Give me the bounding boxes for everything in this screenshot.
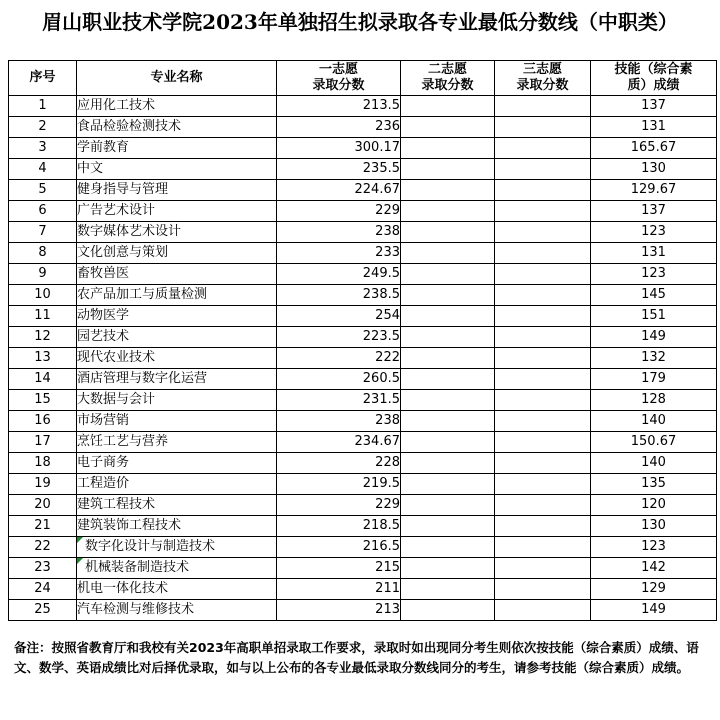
cell-index[interactable]: 16: [9, 411, 77, 432]
cell-first-choice[interactable]: 229: [277, 201, 401, 222]
cell-first-choice[interactable]: 229: [277, 495, 401, 516]
cell-first-choice[interactable]: 222: [277, 348, 401, 369]
col-header-third-choice-line2: 录取分数: [516, 78, 569, 93]
cell-skill-score[interactable]: 123: [591, 222, 717, 243]
cell-second-choice[interactable]: [401, 390, 495, 411]
table-row: [9, 537, 717, 558]
cell-major[interactable]: 农产品加工与质量检测: [77, 285, 277, 306]
cell-second-choice[interactable]: [401, 495, 495, 516]
cell-skill-score[interactable]: 129.67: [591, 180, 717, 201]
cell-index[interactable]: 3: [9, 138, 77, 159]
table-row: [9, 474, 717, 495]
cell-index[interactable]: 18: [9, 453, 77, 474]
cell-second-choice[interactable]: [401, 411, 495, 432]
cell-second-choice[interactable]: [401, 117, 495, 138]
cell-skill-score[interactable]: 135: [591, 474, 717, 495]
cell-skill-score[interactable]: 128: [591, 390, 717, 411]
cell-third-choice[interactable]: [495, 453, 591, 474]
cell-first-choice[interactable]: 218.5: [277, 516, 401, 537]
cell-second-choice[interactable]: [401, 327, 495, 348]
cell-index[interactable]: 12: [9, 327, 77, 348]
cell-major[interactable]: 中文: [77, 159, 277, 180]
col-header-skill-score-line2: 质）成绩: [627, 78, 680, 93]
cell-major[interactable]: 广告艺术设计: [77, 201, 277, 222]
cell-second-choice[interactable]: [401, 600, 495, 621]
cell-major[interactable]: 学前教育: [77, 138, 277, 159]
cell-second-choice[interactable]: [401, 138, 495, 159]
cell-third-choice[interactable]: [495, 180, 591, 201]
cell-index[interactable]: 24: [9, 579, 77, 600]
cell-first-choice[interactable]: 224.67: [277, 180, 401, 201]
cell-third-choice[interactable]: [495, 390, 591, 411]
cell-second-choice[interactable]: [401, 474, 495, 495]
cell-first-choice[interactable]: 223.5: [277, 327, 401, 348]
cell-first-choice[interactable]: 235.5: [277, 159, 401, 180]
cell-index[interactable]: 4: [9, 159, 77, 180]
cell-first-choice[interactable]: 219.5: [277, 474, 401, 495]
cell-third-choice[interactable]: [495, 306, 591, 327]
table-row: [9, 453, 717, 474]
table-row: [9, 159, 717, 180]
cell-skill-score[interactable]: 179: [591, 369, 717, 390]
cell-major[interactable]: 数字媒体艺术设计: [77, 222, 277, 243]
cell-first-choice[interactable]: 211: [277, 579, 401, 600]
cell-skill-score[interactable]: 132: [591, 348, 717, 369]
cell-second-choice[interactable]: [401, 285, 495, 306]
cell-index[interactable]: 6: [9, 201, 77, 222]
col-header-skill-score-line1: 技能（综合素: [614, 62, 693, 77]
table-row: [9, 432, 717, 453]
cell-skill-score[interactable]: 149: [591, 327, 717, 348]
cell-index[interactable]: 20: [9, 495, 77, 516]
cell-third-choice[interactable]: [495, 348, 591, 369]
cell-third-choice[interactable]: [495, 201, 591, 222]
cell-third-choice[interactable]: [495, 138, 591, 159]
table-row: [9, 579, 717, 600]
cell-first-choice[interactable]: 260.5: [277, 369, 401, 390]
cell-skill-score[interactable]: 129: [591, 579, 717, 600]
cell-third-choice[interactable]: [495, 96, 591, 117]
table-row: [9, 138, 717, 159]
cell-second-choice[interactable]: [401, 96, 495, 117]
cell-first-choice[interactable]: 233: [277, 243, 401, 264]
cell-third-choice[interactable]: [495, 474, 591, 495]
cell-skill-score[interactable]: 123: [591, 537, 717, 558]
cell-third-choice[interactable]: [495, 222, 591, 243]
footnote: 备注：按照省教育厅和我校有关2023年高职单招录取工作要求，录取时如出现同分考生则依次按技能（综合素质）成绩、语文、数学、英语成绩比对后择优录取，如与以上公布的各专业最低录取分数线同分的考生，请参考技能（综合素质）成绩。: [14, 640, 699, 675]
table-row: [9, 96, 717, 117]
cell-index[interactable]: 21: [9, 516, 77, 537]
col-header-first-choice[interactable]: [277, 61, 401, 96]
cell-third-choice[interactable]: [495, 264, 591, 285]
cell-skill-score[interactable]: 140: [591, 411, 717, 432]
cell-first-choice[interactable]: 216.5: [277, 537, 401, 558]
cell-third-choice[interactable]: [495, 579, 591, 600]
cell-third-choice[interactable]: [495, 327, 591, 348]
cell-skill-score[interactable]: 145: [591, 285, 717, 306]
cell-second-choice[interactable]: [401, 180, 495, 201]
cell-first-choice[interactable]: 215: [277, 558, 401, 579]
cell-second-choice[interactable]: [401, 348, 495, 369]
cell-third-choice[interactable]: [495, 558, 591, 579]
cell-second-choice[interactable]: [401, 306, 495, 327]
table-row: [9, 285, 717, 306]
cell-skill-score[interactable]: 137: [591, 201, 717, 222]
cell-skill-score[interactable]: 130: [591, 159, 717, 180]
cell-index[interactable]: 22: [9, 537, 77, 558]
cell-major[interactable]: 动物医学: [77, 306, 277, 327]
table-row: [9, 222, 717, 243]
cell-skill-score[interactable]: 140: [591, 453, 717, 474]
table-row: [9, 348, 717, 369]
cell-major[interactable]: 数字化设计与制造技术: [77, 537, 277, 558]
cell-first-choice[interactable]: 249.5: [277, 264, 401, 285]
cell-first-choice[interactable]: 238.5: [277, 285, 401, 306]
table-body: [9, 96, 717, 621]
cell-skill-score[interactable]: 150.67: [591, 432, 717, 453]
cell-first-choice[interactable]: 213.5: [277, 96, 401, 117]
cell-major[interactable]: 应用化工技术: [77, 96, 277, 117]
cell-index[interactable]: 1: [9, 96, 77, 117]
cell-second-choice[interactable]: [401, 243, 495, 264]
cell-major[interactable]: 工程造价: [77, 474, 277, 495]
table-row: [9, 369, 717, 390]
score-table: [8, 60, 717, 621]
cell-skill-score[interactable]: 130: [591, 516, 717, 537]
cell-major[interactable]: 建筑工程技术: [77, 495, 277, 516]
cell-major[interactable]: 大数据与会计: [77, 390, 277, 411]
cell-second-choice[interactable]: [401, 537, 495, 558]
page-title: 眉山职业技术学院2023年单独招生拟录取各专业最低分数线（中职类）: [42, 10, 678, 34]
cell-index[interactable]: 13: [9, 348, 77, 369]
cell-index[interactable]: 17: [9, 432, 77, 453]
table-row: [9, 180, 717, 201]
table-row: [9, 411, 717, 432]
table-row: [9, 243, 717, 264]
cell-major[interactable]: 文化创意与策划: [77, 243, 277, 264]
col-header-skill-score[interactable]: [591, 61, 717, 96]
cell-third-choice[interactable]: [495, 117, 591, 138]
table-row: [9, 495, 717, 516]
cell-major[interactable]: 酒店管理与数字化运营: [77, 369, 277, 390]
cell-third-choice[interactable]: [495, 159, 591, 180]
col-header-second-choice[interactable]: [401, 61, 495, 96]
cell-skill-score[interactable]: 131: [591, 117, 717, 138]
cell-first-choice[interactable]: 238: [277, 222, 401, 243]
col-header-second-choice-line1: 二志愿: [427, 62, 467, 77]
col-header-first-choice-line2: 录取分数: [312, 78, 365, 93]
cell-third-choice[interactable]: [495, 432, 591, 453]
cell-index[interactable]: 14: [9, 369, 77, 390]
table-row: [9, 600, 717, 621]
cell-first-choice[interactable]: 236: [277, 117, 401, 138]
cell-skill-score[interactable]: 149: [591, 600, 717, 621]
table-row: [9, 516, 717, 537]
cell-major[interactable]: 食品检验检测技术: [77, 117, 277, 138]
table-row: [9, 327, 717, 348]
col-header-major[interactable]: 专业名称: [77, 61, 277, 96]
cell-skill-score[interactable]: 151: [591, 306, 717, 327]
table-row: [9, 264, 717, 285]
cell-first-choice[interactable]: 254: [277, 306, 401, 327]
col-header-first-choice-line1: 一志愿: [318, 62, 358, 77]
cell-index[interactable]: 8: [9, 243, 77, 264]
cell-index[interactable]: 23: [9, 558, 77, 579]
cell-third-choice[interactable]: [495, 243, 591, 264]
cell-skill-score[interactable]: 137: [591, 96, 717, 117]
cell-skill-score[interactable]: 123: [591, 264, 717, 285]
cell-second-choice[interactable]: [401, 369, 495, 390]
cell-second-choice[interactable]: [401, 264, 495, 285]
cell-index[interactable]: 9: [9, 264, 77, 285]
cell-skill-score[interactable]: 120: [591, 495, 717, 516]
cell-index[interactable]: 11: [9, 306, 77, 327]
cell-major[interactable]: 建筑装饰工程技术: [77, 516, 277, 537]
col-header-index[interactable]: 序号: [9, 61, 77, 96]
cell-second-choice[interactable]: [401, 432, 495, 453]
cell-index[interactable]: 19: [9, 474, 77, 495]
col-header-second-choice-line2: 录取分数: [421, 78, 474, 93]
cell-skill-score[interactable]: 142: [591, 558, 717, 579]
cell-major[interactable]: 机电一体化技术: [77, 579, 277, 600]
cell-second-choice[interactable]: [401, 558, 495, 579]
cell-major[interactable]: 畜牧兽医: [77, 264, 277, 285]
cell-major[interactable]: 烹饪工艺与营养: [77, 432, 277, 453]
cell-first-choice[interactable]: 238: [277, 411, 401, 432]
cell-third-choice[interactable]: [495, 411, 591, 432]
cell-third-choice[interactable]: [495, 285, 591, 306]
cell-major[interactable]: 园艺技术: [77, 327, 277, 348]
col-header-third-choice-line1: 三志愿: [522, 62, 562, 77]
cell-third-choice[interactable]: [495, 600, 591, 621]
cell-second-choice[interactable]: [401, 222, 495, 243]
cell-second-choice[interactable]: [401, 579, 495, 600]
cell-first-choice[interactable]: 234.67: [277, 432, 401, 453]
cell-first-choice[interactable]: 228: [277, 453, 401, 474]
cell-first-choice[interactable]: 231.5: [277, 390, 401, 411]
cell-major[interactable]: 汽车检测与维修技术: [77, 600, 277, 621]
cell-third-choice[interactable]: [495, 537, 591, 558]
cell-major[interactable]: 机械装备制造技术: [77, 558, 277, 579]
cell-index[interactable]: 25: [9, 600, 77, 621]
table-row: [9, 117, 717, 138]
cell-skill-score[interactable]: 131: [591, 243, 717, 264]
cell-index[interactable]: 15: [9, 390, 77, 411]
cell-index[interactable]: 2: [9, 117, 77, 138]
cell-second-choice[interactable]: [401, 159, 495, 180]
cell-second-choice[interactable]: [401, 516, 495, 537]
cell-first-choice[interactable]: 213: [277, 600, 401, 621]
cell-third-choice[interactable]: [495, 495, 591, 516]
cell-third-choice[interactable]: [495, 516, 591, 537]
table-row: [9, 558, 717, 579]
col-header-third-choice[interactable]: [495, 61, 591, 96]
table-header-row: [9, 61, 717, 96]
table-row: [9, 390, 717, 411]
cell-index[interactable]: 7: [9, 222, 77, 243]
cell-major[interactable]: 健身指导与管理: [77, 180, 277, 201]
cell-second-choice[interactable]: [401, 201, 495, 222]
cell-major[interactable]: 电子商务: [77, 453, 277, 474]
cell-index[interactable]: 10: [9, 285, 77, 306]
cell-index[interactable]: 5: [9, 180, 77, 201]
cell-second-choice[interactable]: [401, 453, 495, 474]
cell-third-choice[interactable]: [495, 369, 591, 390]
table-row: [9, 201, 717, 222]
cell-major[interactable]: 市场营销: [77, 411, 277, 432]
cell-major[interactable]: 现代农业技术: [77, 348, 277, 369]
cell-first-choice[interactable]: 300.17: [277, 138, 401, 159]
table-row: [9, 306, 717, 327]
cell-skill-score[interactable]: 165.67: [591, 138, 717, 159]
